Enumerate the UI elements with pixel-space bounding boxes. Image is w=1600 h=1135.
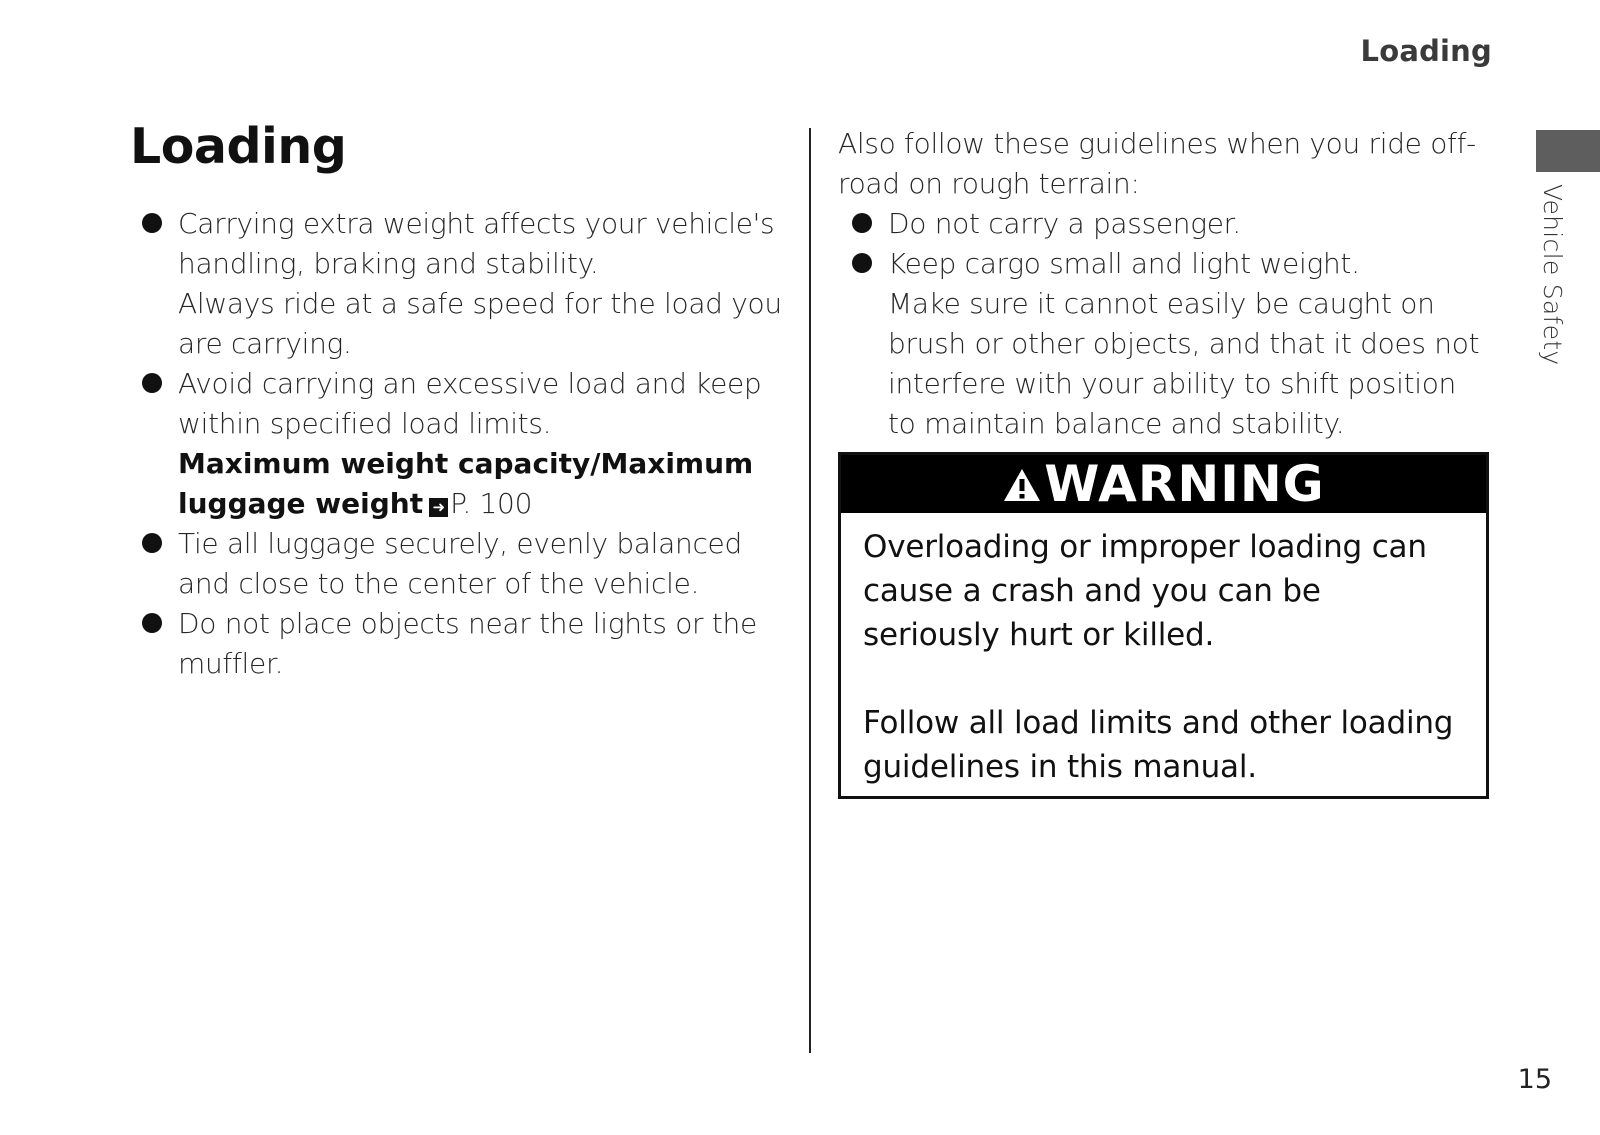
list-item	[852, 204, 1488, 244]
list-item	[142, 364, 782, 524]
running-header: Loading	[1360, 34, 1492, 68]
bullet-icon	[142, 613, 162, 633]
warning-paragraph: Follow all load limits and other loading guidelines in this manual.	[863, 705, 1454, 785]
right-bullet-list	[852, 204, 1488, 444]
bullet-text: Tie all luggage securely, evenly balanced and close to the center of the vehicle.	[178, 527, 742, 600]
left-bullet-list	[142, 204, 782, 684]
bullet-note: Always ride at a safe speed for the load you are carrying.	[178, 287, 782, 360]
bullet-text: Carrying extra weight affects your vehicle's handling, braking and stability.	[178, 207, 775, 280]
list-item	[142, 204, 782, 364]
warning-body	[841, 513, 1486, 789]
page-title: Loading	[130, 118, 347, 175]
list-item	[142, 604, 782, 684]
section-tab	[1536, 130, 1600, 172]
bullet-icon	[142, 213, 162, 233]
column-divider	[809, 128, 811, 1053]
bullet-icon	[142, 373, 162, 393]
cross-reference-page[interactable]: P. 100	[450, 487, 533, 520]
bullet-icon	[852, 253, 872, 273]
list-item	[852, 244, 1488, 444]
warning-paragraph: Overloading or improper loading can cause a crash and you can be seriously hurt or killed.	[863, 529, 1427, 653]
bullet-text: Do not carry a passenger.	[888, 207, 1241, 240]
warning-header	[841, 455, 1486, 513]
bullet-text: Keep cargo small and light weight.	[888, 247, 1360, 280]
warning-triangle-icon	[1002, 467, 1042, 503]
arrow-right-icon: ➜	[429, 498, 448, 517]
bullet-text: Do not place objects near the lights or the muffler.	[178, 607, 757, 680]
page-number: 15	[1517, 1064, 1552, 1095]
bullet-text: Avoid carrying an excessive load and keep within specified load limits.	[178, 367, 762, 440]
bullet-note: Make sure it cannot easily be caught on brush or other objects, and that it does not interfere with your ability to shift position to maintain balance and stability.	[888, 287, 1480, 440]
bullet-icon	[142, 533, 162, 553]
warning-label: WARNING	[1044, 455, 1325, 513]
offroad-intro: Also follow these guidelines when you ride off-road on rough terrain:	[838, 127, 1476, 200]
cross-reference-link[interactable]: Maximum weight capacity/Maximum luggage weight	[178, 447, 754, 520]
bullet-icon	[852, 213, 872, 233]
section-tab-label: Vehicle Safety	[1538, 184, 1567, 366]
list-item	[142, 524, 782, 604]
warning-box	[838, 452, 1489, 799]
